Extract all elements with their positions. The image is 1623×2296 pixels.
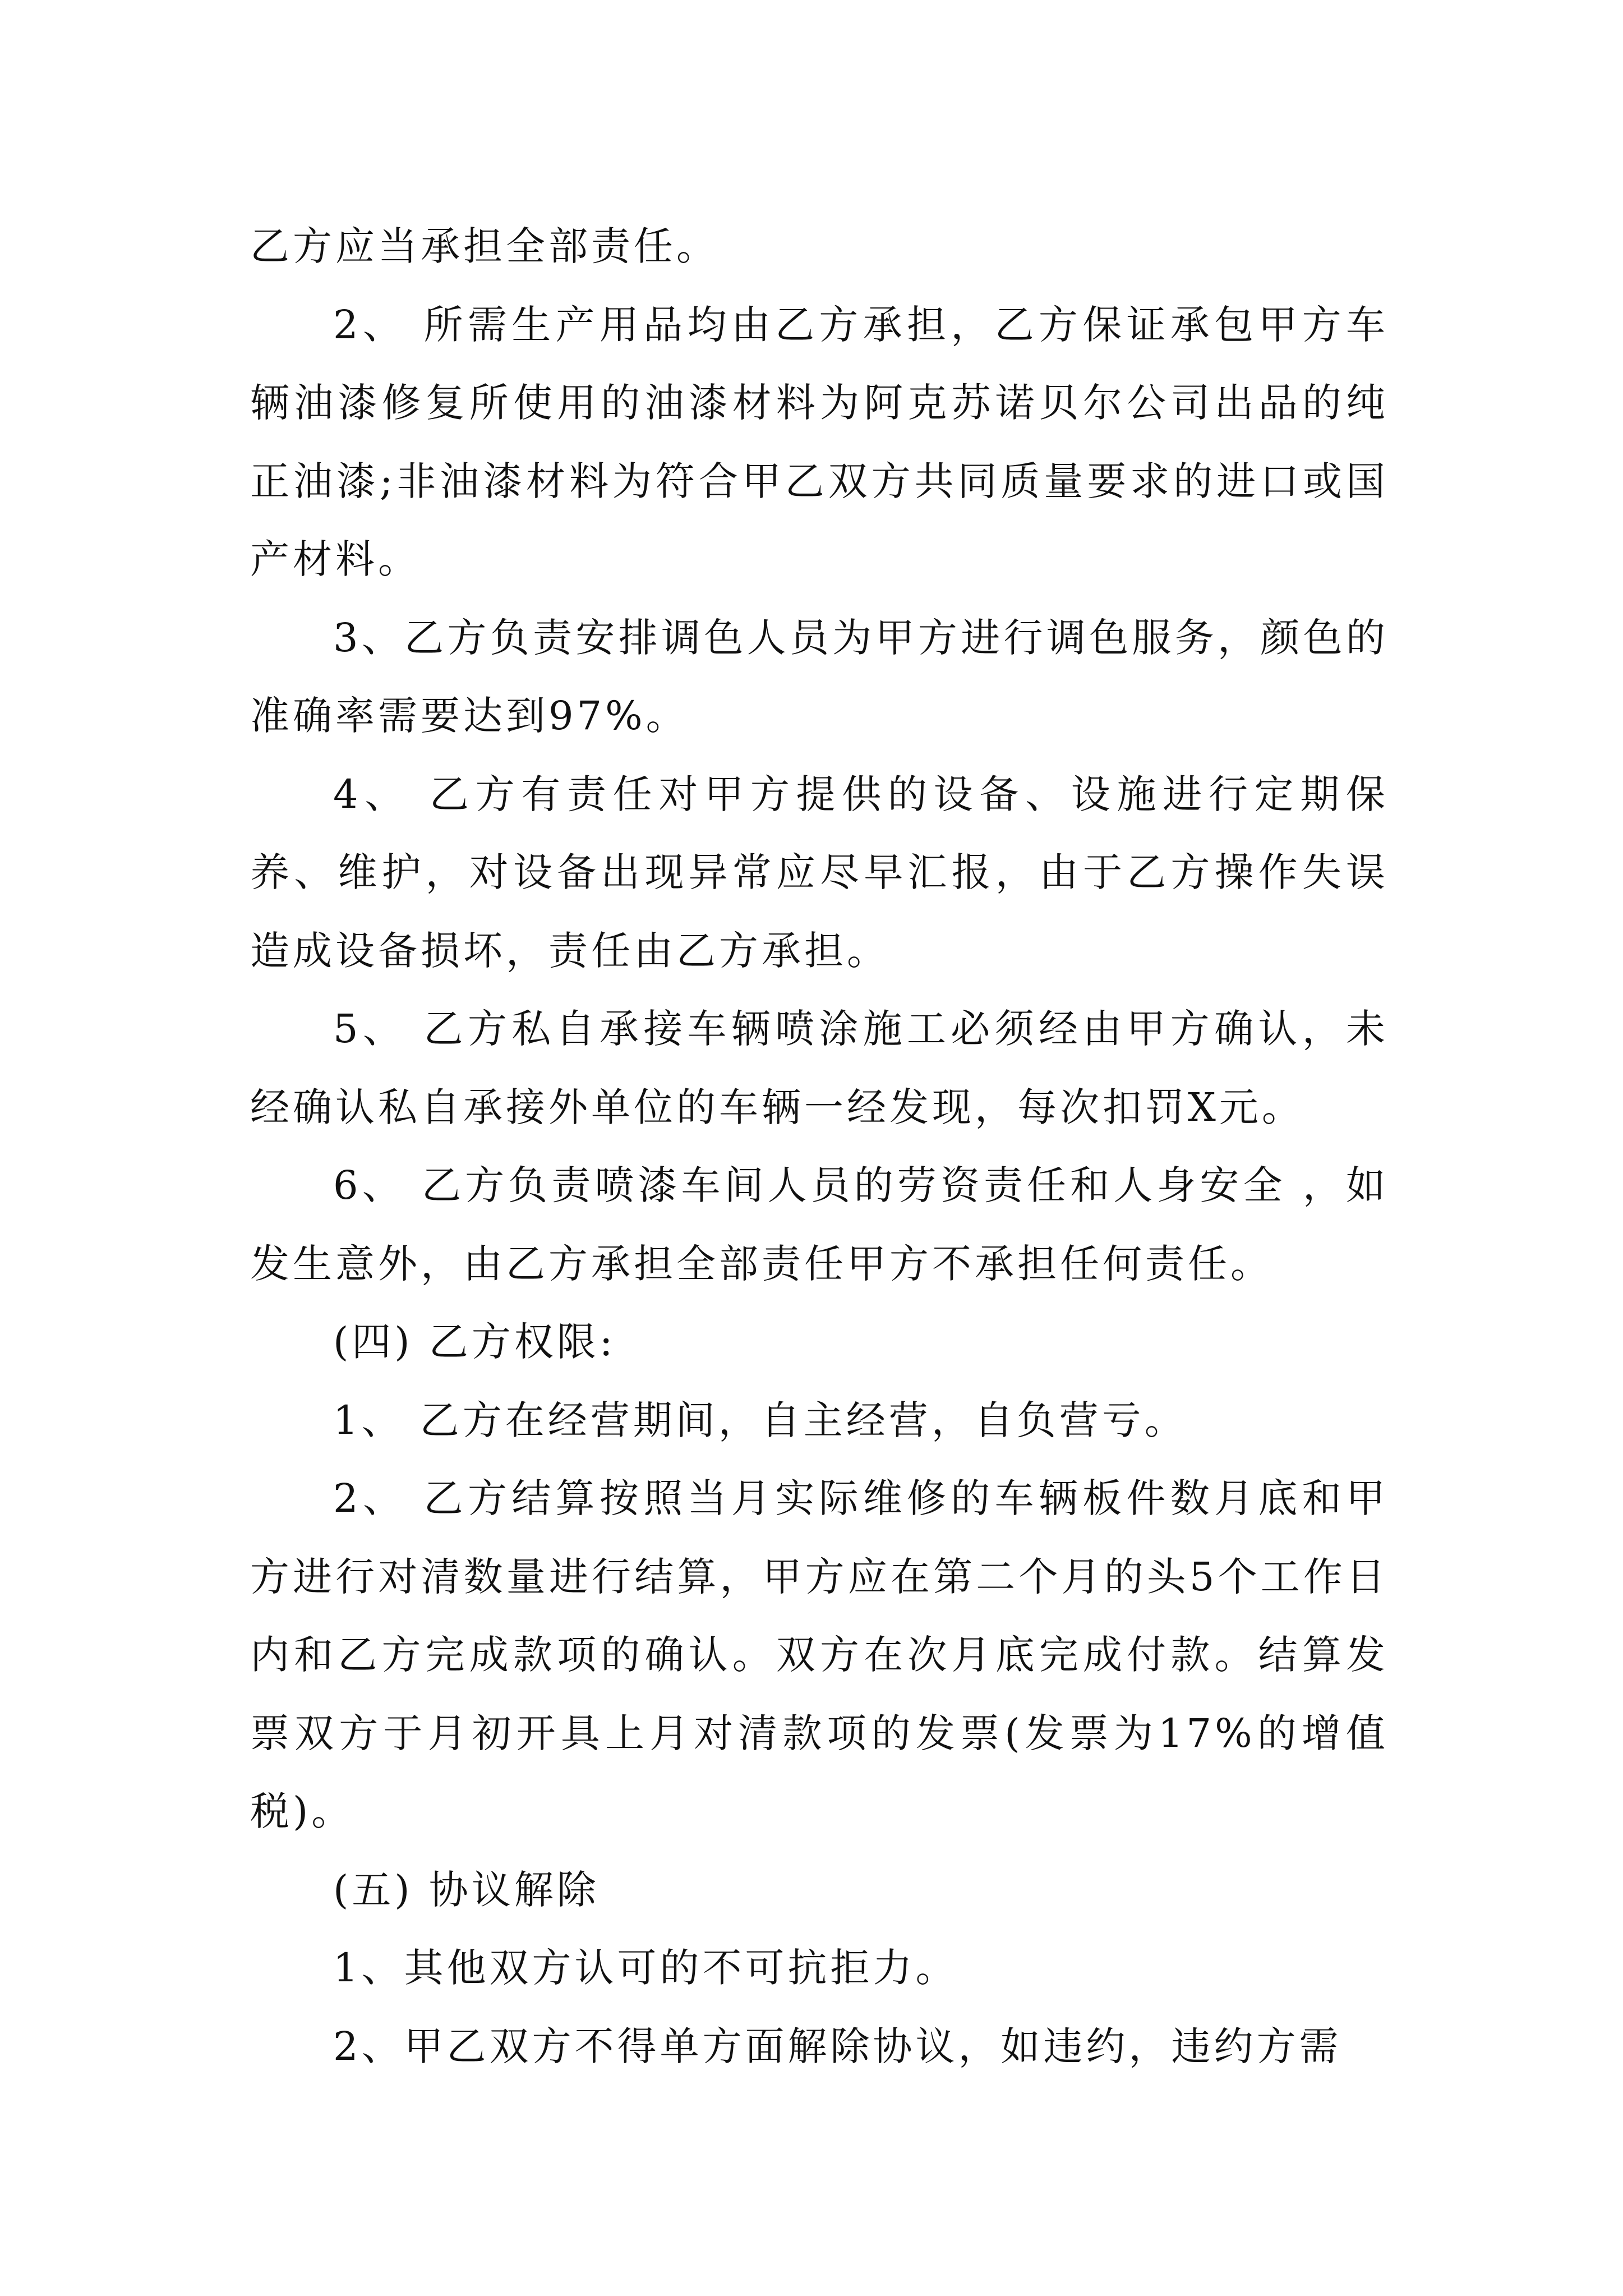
paragraph-termination-item-2: 2、甲乙双方不得单方面解除协议，如违约，违约方需 (333, 2023, 1342, 2069)
paragraph-item-6-safety: 6、 乙方负责喷漆车间人员的劳资责任和人身安全 ，如发生意外，由乙方承担全部责任甲方不承担任何责任。 (250, 1162, 1389, 1287)
paragraph-responsibility-continuation: 乙方应当承担全部责任。 (250, 223, 719, 269)
paragraph-rights-item-1: 1、 乙方在经营期间，自主经营，自负营亏。 (333, 1397, 1187, 1443)
paragraph-termination-item-1: 1、其他双方认可的不可抗拒力。 (333, 1945, 958, 1991)
section-heading-b-rights: (四) 乙方权限: (333, 1319, 616, 1365)
paragraph-item-4-equipment: 4、 乙方有责任对甲方提供的设备、设施进行定期保养、维护，对设备出现异常应尽早汇报，由于乙方操作失误造成设备损坏，责任由乙方承担。 (250, 771, 1389, 974)
paragraph-rights-item-2-settlement: 2、 乙方结算按照当月实际维修的车辆板件数月底和甲方进行对清数量进行结算，甲方应在第二个月的头5个工作日内和乙方完成款项的确认。双方在次月底完成付款。结算发票双方于月初开具上月对清款项的发票(发票为17%的增值税)。 (250, 1475, 1389, 1834)
paragraph-item-3-color-service: 3、乙方负责安排调色人员为甲方进行调色服务，颜色的准确率需要达到97%。 (250, 614, 1389, 739)
paragraph-item-5-private-work: 5、 乙方私自承接车辆喷涂施工必须经由甲方确认，未经确认私自承接外单位的车辆一经发现，每次扣罚X元。 (250, 1006, 1389, 1130)
paragraph-item-2-materials: 2、 所需生产用品均由乙方承担，乙方保证承包甲方车辆油漆修复所使用的油漆材料为阿克苏诺贝尔公司出品的纯正油漆;非油漆材料为符合甲乙双方共同质量要求的进口或国产材料。 (250, 301, 1389, 582)
document-body (250, 208, 1389, 2086)
section-heading-termination: (五) 协议解除 (333, 1866, 600, 1913)
